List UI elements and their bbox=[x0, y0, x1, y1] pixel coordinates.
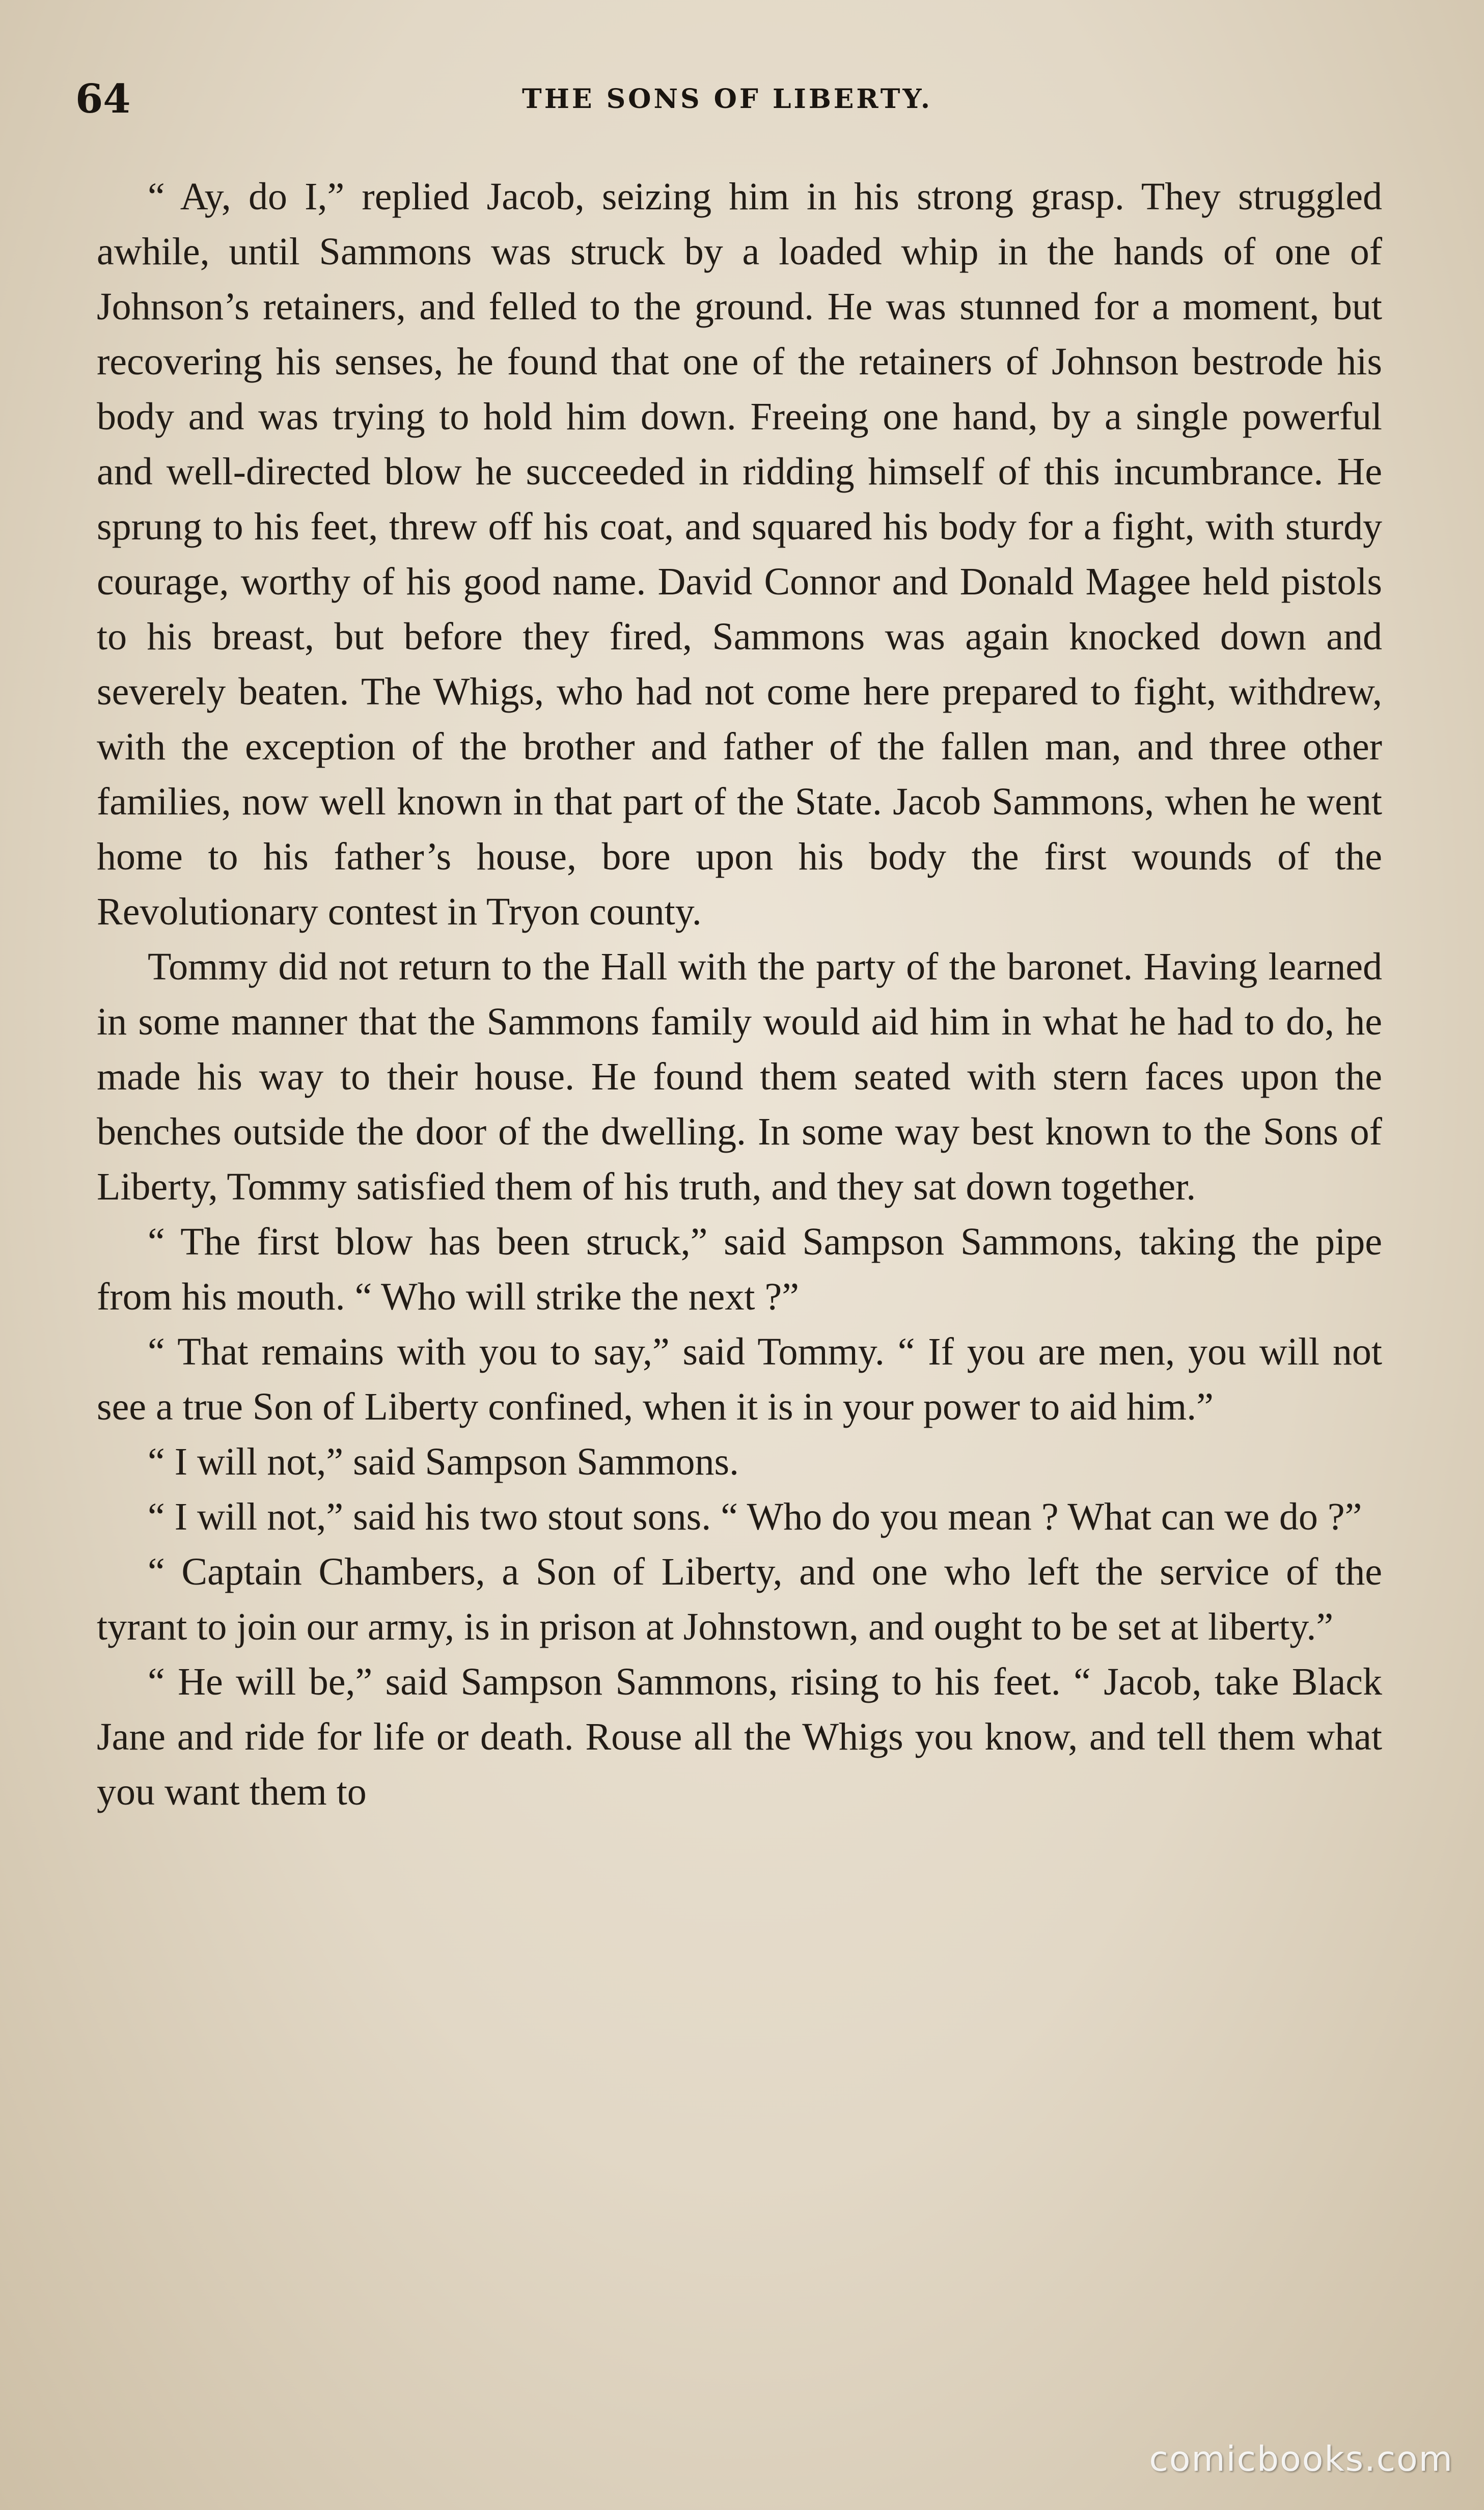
paragraph: “ Captain Chambers, a Son of Liberty, and one who left the service of the tyrant to join our army, is in prison at Johnstown, and ought to be set at liberty.” bbox=[97, 1550, 1382, 1648]
body-text bbox=[97, 169, 1382, 1819]
paragraph: Tommy did not return to the Hall with the party of the baronet. Having learned in some manner that the Sammons family would aid him in what he had to do, he made his way to their house. He found them seated with stern faces upon the benches outside the door of the dwelling. In some way best known to the Sons of Liberty, Tommy satisfied them of his truth, and they sat down together. bbox=[97, 945, 1382, 1208]
page-number: 64 bbox=[75, 76, 131, 122]
running-title: THE SONS OF LIBERTY. bbox=[522, 84, 932, 115]
watermark: comicbooks.com bbox=[1149, 2439, 1453, 2479]
paragraph: “ That remains with you to say,” said Tommy. “ If you are men, you will not see a true Son of Liberty confined, when it is in your power to aid him.” bbox=[97, 1330, 1382, 1428]
paragraph: “ He will be,” said Sampson Sammons, rising to his feet. “ Jacob, take Black Jane and ride for life or death. Rouse all the Whigs you know, and tell them what you want them to bbox=[97, 1660, 1382, 1813]
running-head bbox=[75, 71, 1379, 127]
paragraph: “ Ay, do I,” replied Jacob, seizing him in his strong grasp. They struggled awhile, until Sammons was struck by a loaded whip in the hands of one of Johnson’s retainers, and felled to the ground. He was stunned for a moment, but recovering his senses, he found that one of the retainers of Johnson bestrode his body and was trying to hold him down. Freeing one hand, by a single powerful and well-directed blow he succeeded in ridding himself of this incumbrance. He sprung to his feet, threw off his coat, and squared his body for a fight, with sturdy courage, worthy of his good name. David Connor and Donald Magee held pistols to his breast, but before they fired, Sammons was again knocked down and severely beaten. The Whigs, who had not come here prepared to fight, withdrew, with the exception of the brother and father of the fallen man, and three other families, now well known in that part of the State. Jacob Sammons, when he went home to his father’s house, bore upon his body the first wounds of the Revolutionary contest in Tryon county. bbox=[97, 175, 1382, 933]
paragraph: “ The first blow has been struck,” said Sampson Sammons, taking the pipe from his mouth. “ Who will strike the next ?” bbox=[97, 1220, 1382, 1318]
paragraph: “ I will not,” said Sampson Sammons. bbox=[148, 1440, 739, 1483]
paragraph: “ I will not,” said his two stout sons. “ Who do you mean ? What can we do ?” bbox=[148, 1495, 1362, 1538]
